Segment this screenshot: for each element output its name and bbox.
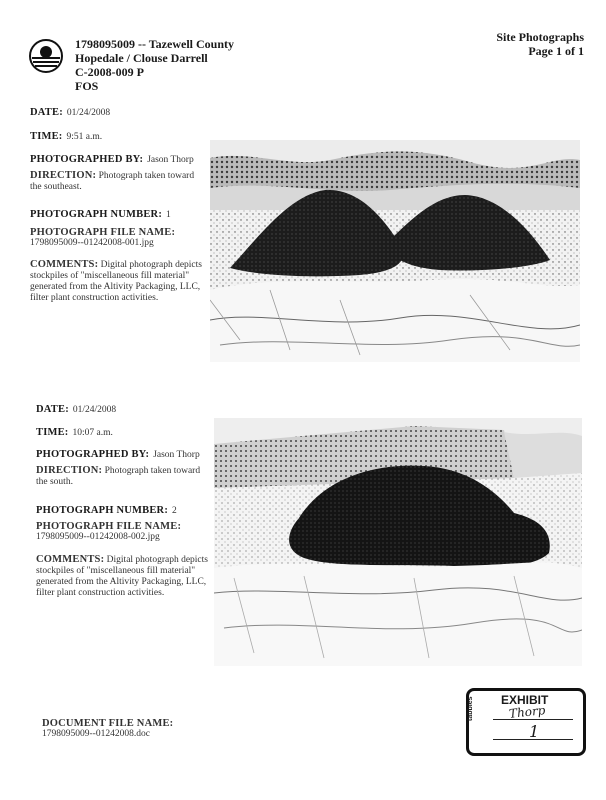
photo2-number — [36, 500, 177, 518]
photo1-direction-label: DIRECTION: — [30, 170, 97, 181]
photo2-time-label: TIME: — [36, 427, 69, 438]
header-right — [496, 30, 584, 58]
photo1-date-value: 01/24/2008 — [66, 108, 111, 118]
photo2-file-value: 1798095009--01242008-002.jpg — [36, 532, 160, 542]
document-file-label: DOCUMENT FILE NAME: — [42, 718, 174, 729]
exhibit-side-text: tabbies — [467, 696, 474, 721]
photo1-direction-value: Photograph taken toward the southeast. — [30, 171, 195, 192]
photo2-direction-value: Photograph taken toward the south. — [36, 466, 201, 487]
photo1-direction — [30, 170, 202, 193]
page-indicator: Page 1 of 1 — [528, 44, 584, 58]
photo1-comments-value: Digital photograph depicts stockpiles of "miscellaneous fill material" generated from the Altivity Packaging, LLC, filter plant construction activities. — [30, 260, 202, 303]
site-photographs-title: Site Photographs — [496, 30, 584, 44]
exhibit-number-line — [493, 739, 573, 740]
photo2-photographer-value: Jason Thorp — [153, 450, 200, 460]
photo1-number — [30, 204, 171, 222]
photo1-number-label: PHOTOGRAPH NUMBER: — [30, 209, 163, 220]
exhibit-name-line — [493, 719, 573, 720]
photo1-number-value: 1 — [166, 210, 171, 220]
photo1-time-label: TIME: — [30, 131, 63, 142]
photo2-file — [36, 521, 211, 543]
photo1-time-value: 9:51 a.m. — [66, 132, 103, 142]
document-file — [42, 718, 173, 740]
header-site-name: Hopedale / Clouse Darrell — [75, 51, 208, 65]
photo2-photographer-label: PHOTOGRAPHED BY: — [36, 449, 150, 460]
photo1-file-value: 1798095009--01242008-001.jpg — [30, 238, 154, 248]
photo2-number-value: 2 — [172, 506, 177, 516]
photo2-date — [36, 399, 116, 417]
photo2-time — [36, 422, 113, 440]
photo2-photographer — [36, 444, 200, 462]
photo1-photographer-value: Jason Thorp — [147, 155, 194, 165]
header-block — [75, 37, 234, 93]
photo2-number-label: PHOTOGRAPH NUMBER: — [36, 505, 169, 516]
exhibit-sticker — [466, 688, 586, 756]
photo2-comments — [36, 554, 214, 599]
photo2-file-label: PHOTOGRAPH FILE NAME: — [36, 521, 182, 532]
photo1-date-label: DATE: — [30, 107, 63, 118]
photo1-comments-label: COMMENTS: — [30, 259, 99, 270]
photo2-comments-label: COMMENTS: — [36, 554, 105, 565]
photo1-comments — [30, 259, 202, 304]
photo2-direction-label: DIRECTION: — [36, 465, 103, 476]
exhibit-name: Thorp — [508, 703, 547, 721]
photo2-image — [214, 418, 582, 666]
photo1-photographer-label: PHOTOGRAPHED BY: — [30, 154, 144, 165]
photo1-image — [210, 140, 580, 362]
header-program: FOS — [75, 79, 99, 93]
photo1-date — [30, 102, 110, 120]
photo1-file — [30, 227, 205, 249]
photo2-direction — [36, 465, 208, 488]
photo2-date-value: 01/24/2008 — [72, 405, 117, 415]
header-site-id: 1798095009 -- Tazewell County — [75, 37, 234, 51]
exhibit-title: EXHIBIT — [501, 693, 549, 707]
photo2-comments-value: Digital photograph depicts stockpiles of "miscellaneous fill material" generated from the Altivity Packaging, LLC, filter plant construction activities. — [36, 555, 208, 598]
photo1-file-label: PHOTOGRAPH FILE NAME: — [30, 227, 176, 238]
document-file-value: 1798095009--01242008.doc — [42, 729, 150, 739]
photo1-photographer — [30, 149, 194, 167]
photo1-time — [30, 126, 102, 144]
exhibit-number: 1 — [529, 722, 540, 741]
photo2-date-label: DATE: — [36, 404, 69, 415]
photo2-time-value: 10:07 a.m. — [72, 428, 113, 438]
agency-seal-icon — [28, 38, 64, 74]
agency-logo — [28, 38, 64, 74]
header-case-number: C-2008-009 P — [75, 65, 144, 79]
